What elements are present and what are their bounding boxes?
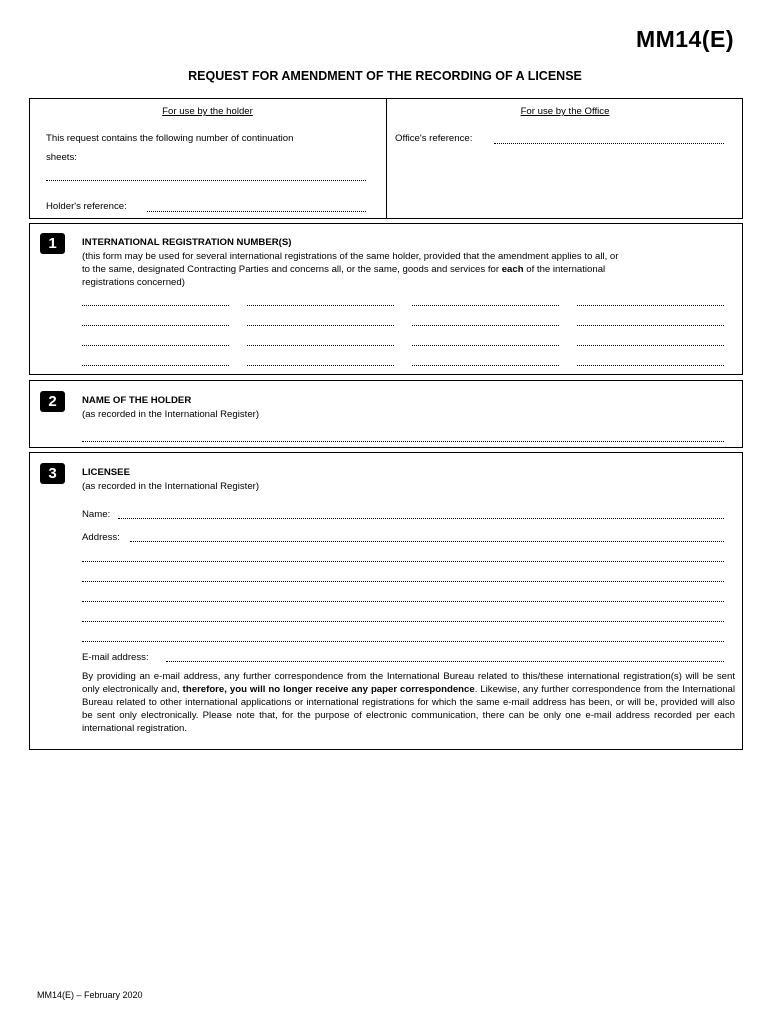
- section-3-number: 3: [40, 463, 65, 484]
- reg-number-field[interactable]: [82, 325, 229, 326]
- holders-reference-label: Holder's reference:: [46, 201, 127, 212]
- section-1-text-2-pre: to the same, designated Contracting Parties and concerns all, or the same, goods and services for: [82, 264, 502, 275]
- section-2-number: 2: [40, 391, 65, 412]
- reg-number-field[interactable]: [577, 305, 724, 306]
- licensee-address-field[interactable]: [82, 581, 724, 582]
- reg-number-field[interactable]: [82, 365, 229, 366]
- reg-number-field[interactable]: [247, 365, 394, 366]
- reg-number-field[interactable]: [412, 365, 559, 366]
- document-title: REQUEST FOR AMENDMENT OF THE RECORDING OF A LICENSE: [188, 69, 582, 83]
- footer: MM14(E) – February 2020: [37, 990, 143, 1000]
- reg-number-field[interactable]: [412, 325, 559, 326]
- licensee-address-field[interactable]: [82, 601, 724, 602]
- reg-number-field[interactable]: [247, 325, 394, 326]
- holder-heading: For use by the holder: [162, 106, 253, 117]
- holders-reference-field[interactable]: [147, 211, 366, 212]
- form-code: MM14(E): [635, 26, 734, 52]
- reg-number-field[interactable]: [247, 345, 394, 346]
- section-1-text-2-bold: each: [501, 264, 524, 275]
- office-heading: For use by the Office: [520, 106, 610, 117]
- section-3-heading: LICENSEE: [82, 467, 130, 478]
- reg-number-field[interactable]: [412, 345, 559, 346]
- reg-number-field[interactable]: [577, 345, 724, 346]
- continuation-label-2: sheets:: [46, 152, 77, 163]
- licensee-name-field[interactable]: [118, 518, 724, 519]
- holder-name-field[interactable]: [82, 441, 724, 442]
- licensee-email-field[interactable]: [166, 661, 724, 662]
- licensee-address-field[interactable]: [82, 621, 724, 622]
- section-1-number: 1: [40, 233, 65, 254]
- section-3-subheading: (as recorded in the International Register): [82, 481, 260, 492]
- reg-number-field[interactable]: [82, 305, 229, 306]
- licensee-email-label: E-mail address:: [82, 652, 149, 663]
- reg-number-field[interactable]: [577, 325, 724, 326]
- reg-number-field[interactable]: [412, 305, 559, 306]
- licensee-address-label: Address:: [82, 532, 120, 543]
- section-1-text-2-post: of the international: [523, 264, 606, 275]
- licensee-address-field[interactable]: [82, 641, 724, 642]
- reg-number-field[interactable]: [247, 305, 394, 306]
- email-notice: [82, 670, 735, 735]
- offices-reference-label: Office's reference:: [395, 133, 473, 144]
- continuation-sheets-field[interactable]: [46, 180, 366, 181]
- reg-number-field[interactable]: [82, 345, 229, 346]
- reg-number-field[interactable]: [577, 365, 724, 366]
- email-notice-pre: By providing an e-mail address, any further correspondence from the International Bureau related to this/these international registration(s) will be sent only electronically and,: [82, 671, 735, 695]
- email-notice-post: . Likewise, any further correspondence from the International Bureau related to other international applications or international registrations for which the same e-mail address has been, or will be, provided will also be sent only electronically. Please note that, for the purpose of electronic communication, there can be only one e-mail address recorded per each international registration.: [82, 684, 735, 734]
- section-1-text-2: [82, 263, 605, 276]
- email-notice-bold: therefore, you will no longer receive any paper correspondence: [182, 684, 475, 695]
- section-1-text-1: (this form may be used for several international registrations of the same holder, provided that the amendment applies to all, or: [82, 251, 619, 262]
- section-1-heading: INTERNATIONAL REGISTRATION NUMBER(S): [82, 237, 292, 248]
- section-1-text-3: registrations concerned): [82, 277, 185, 288]
- offices-reference-field[interactable]: [494, 143, 724, 144]
- section-2-subheading: (as recorded in the International Register): [82, 409, 260, 420]
- section-2-heading: NAME OF THE HOLDER: [82, 395, 192, 406]
- licensee-address-field[interactable]: [82, 561, 724, 562]
- licensee-address-field[interactable]: [130, 541, 724, 542]
- continuation-label: This request contains the following number of continuation: [46, 133, 294, 144]
- licensee-name-label: Name:: [82, 509, 111, 520]
